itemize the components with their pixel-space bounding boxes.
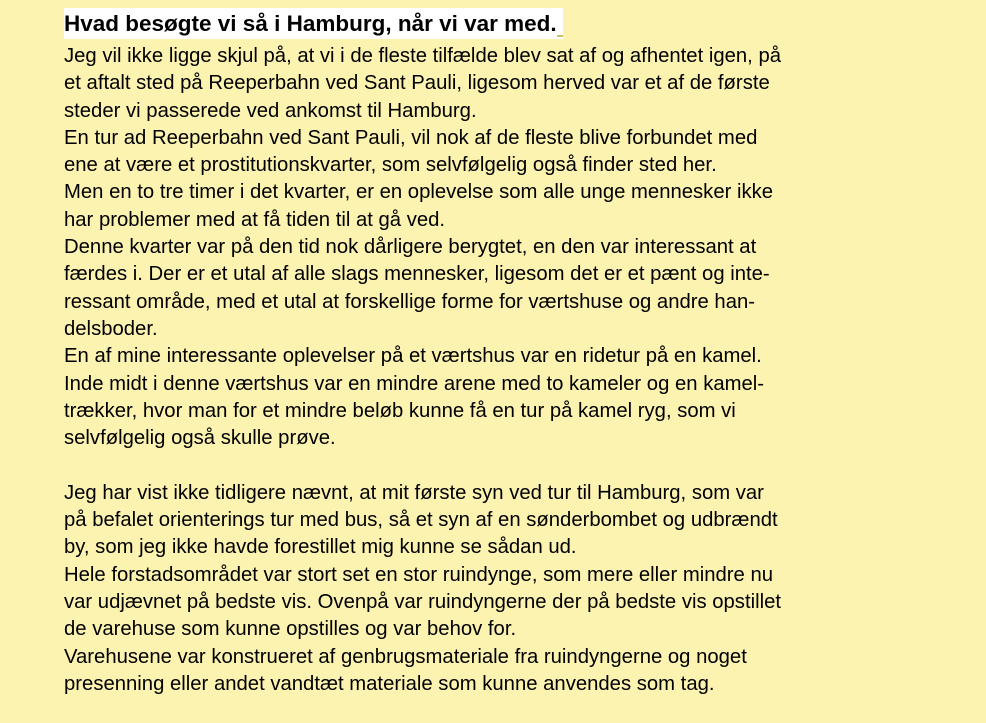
text-line: presenning eller andet vandtæt materiale som kunne anvendes som tag.	[64, 672, 715, 695]
text-line: har problemer med at få tiden til at gå ved.	[64, 208, 446, 231]
text-line: færdes i. Der er et utal af alle slags mennesker, ligesom det er et pænt og inte-	[64, 263, 770, 286]
document-title: Hvad besøgte vi så i Hamburg, når vi var med.	[64, 11, 557, 36]
text-line: var udjævnet på bedste vis. Ovenpå var ruindyngerne der på bedste vis opstillet	[64, 590, 782, 613]
text-line: Hele forstadsområdet var stort set en stor ruindynge, som mere eller mindre nu	[64, 563, 774, 586]
cursor-mark	[557, 35, 563, 37]
text-line: ressant område, med et utal at forskellige forme for værtshuse og andre han-	[64, 290, 756, 313]
text-line: trækker, hvor man for et mindre beløb kunne få en tur på kamel ryg, som vi	[64, 399, 736, 422]
text-line: En af mine interessante oplevelser på et værtshus var en ridetur på en kamel.	[64, 345, 762, 368]
text-line: En tur ad Reeperbahn ved Sant Pauli, vil nok af de fleste blive forbundet med	[64, 126, 758, 149]
text-line: by, som jeg ikke havde forestillet mig kunne se sådan ud.	[64, 536, 577, 559]
text-line: delsboder.	[64, 317, 158, 340]
body-text	[64, 43, 986, 698]
text-line: Denne kvarter var på den tid nok dårligere berygtet, en den var interessant at	[64, 236, 757, 259]
paragraph-break	[64, 452, 986, 479]
text-line: Inde midt i denne værtshus var en mindre arene med to kameler og en kamel-	[64, 372, 765, 395]
text-line: Men en to tre timer i det kvarter, er en oplevelse som alle unge mennesker ikke	[64, 181, 774, 204]
text-line: selvfølgelig også skulle prøve.	[64, 427, 336, 450]
text-line: Jeg vil ikke ligge skjul på, at vi i de fleste tilfælde blev sat af og afhentet igen, på	[64, 45, 782, 67]
text-line: Jeg har vist ikke tidligere nævnt, at mit første syn ved tur til Hamburg, som var	[64, 481, 764, 504]
text-line: ene at være et prostitutionskvarter, som selvfølgelig også finder sted her.	[64, 154, 717, 177]
text-line: et aftalt sted på Reeperbahn ved Sant Pauli, ligesom herved var et af de første	[64, 72, 770, 95]
text-line: Varehusene var konstrueret af genbrugsmateriale fra ruindyngerne og noget	[64, 645, 747, 668]
title-highlight	[64, 8, 563, 39]
text-line: steder vi passerede ved ankomst til Hamburg.	[64, 99, 477, 122]
text-line: på befalet orienterings tur med bus, så et syn af en sønderbombet og udbrændt	[64, 509, 778, 532]
text-line: de varehuse som kunne opstilles og var behov for.	[64, 618, 517, 641]
